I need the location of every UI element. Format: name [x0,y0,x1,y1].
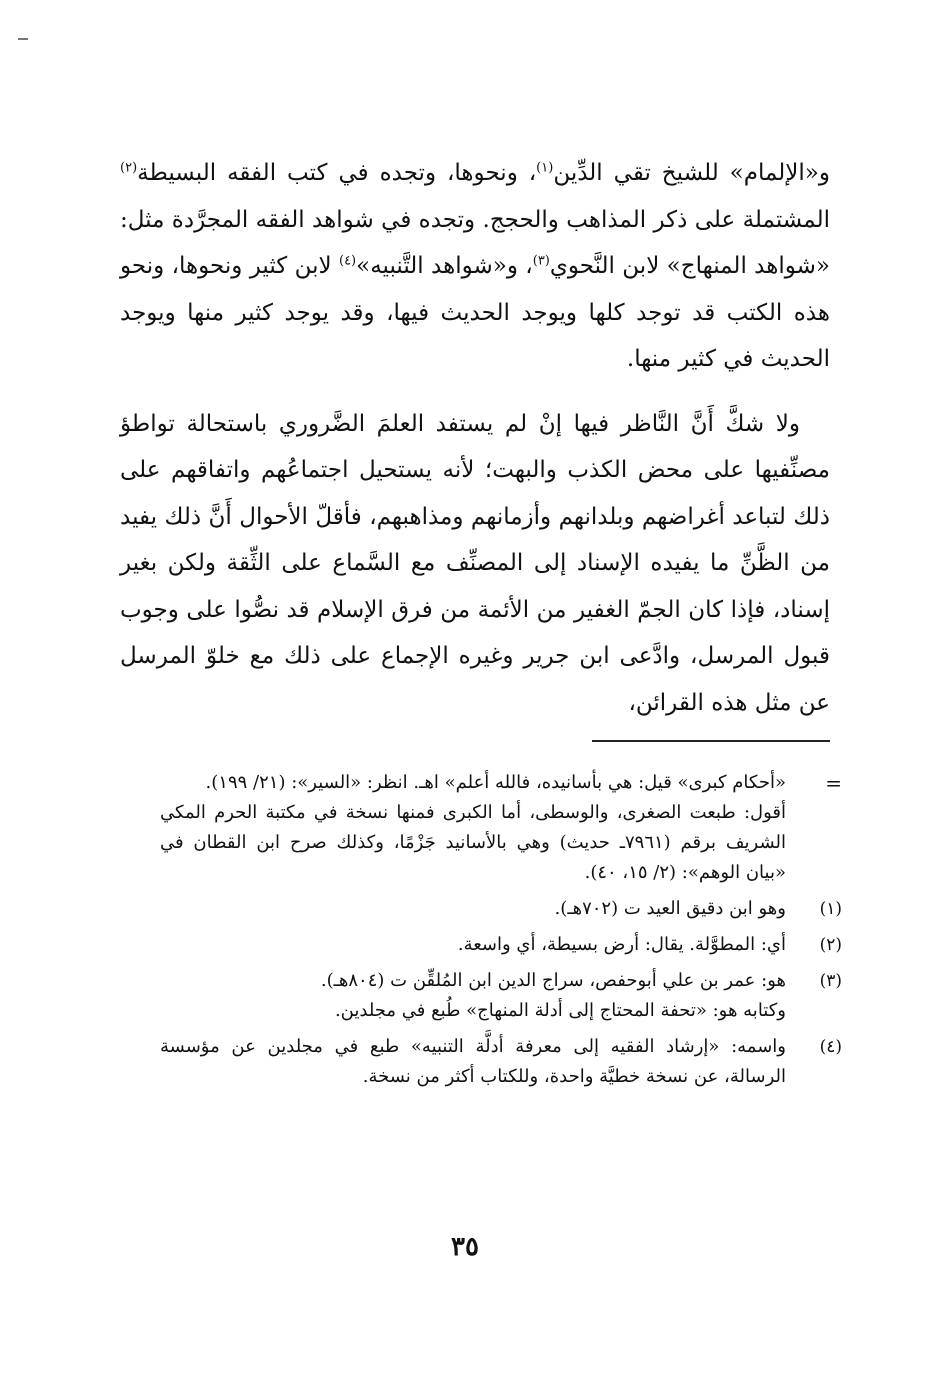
footnote-line: واسمه: «إرشاد الفقيه إلى معرفة أدلَّة التنبيه» طبع في مجلدين عن مؤسسة الرسالة، عن نسخة خطيَّة واحدة، وللكتاب أكثر من نسخة. [160,1036,786,1087]
footnotes [160,768,842,1098]
paragraph-1-part-4: ، و«شواهد التَّنبيه» [356,253,533,279]
footnote-3 [160,966,842,1026]
footnote-2 [160,930,842,960]
footnote-line: وكتابه هو: «تحفة المحتاج إلى أدلة المنهاج» طُبع في مجلدين. [334,1000,786,1021]
footnote-continued-body [160,768,786,888]
footnote-divider [592,740,830,742]
footnote-number: (١) [819,899,842,919]
footnote-continued-line: أقول: طبعت الصغرى، والوسطى، أما الكبرى فمنها نسخة في مكتبة الحرم المكي الشريف برقم (٧٩٦١ـ حديث) وهي بالأسانيد جَزْمًا، وكذلك صرح ابن القطان في «بيان الوهم»: (٢/ ١٥، ٤٠). [160,802,786,883]
paragraph-1-part-1: و«الإلمام» للشيخ تقي الدِّين [553,160,830,186]
page-number: ٣٥ [451,1232,479,1262]
footnote-1 [160,894,842,924]
footnote-line: وهو ابن دقيق العيد ت (٧٠٢هـ). [554,898,786,919]
paragraph-1-part-2: ، ونحوها، وتجده في كتب الفقه البسيطة [137,160,537,186]
footnote-continued [160,768,842,888]
footnote-4 [160,1032,842,1092]
footnote-line: أي: المطوَّلة. يقال: أرض بسيطة، أي واسعة. [457,934,786,955]
main-text [120,150,830,726]
footnote-body [160,1032,786,1092]
footnote-body [160,966,786,1026]
footnote-body [160,930,786,960]
continuation-marker: = [825,771,842,795]
footnote-ref-3[interactable]: (٣) [532,253,550,269]
footnote-continued-line: «أحكام كبرى» قيل: هي بأسانيده، فالله أعلم» اهـ. انظر: «السير»: (٢١/ ١٩٩). [205,772,786,793]
footnote-number: (٤) [819,1037,842,1057]
page-edge-mark [18,38,28,40]
paragraph-2: ولا شكَّ أَنَّ النَّاظر فيها إنْ لم يستفد العلمَ الضَّروري باستحالة تواطؤ مصنِّفيها على محض الكذب والبهت؛ لأنه يستحيل اجتماعُهم واتفاقهم على ذلك لتباعد أغراضهم وبلدانهم وأزمانهم ومذاهبهم، فأقلّ الأحوال أَنَّ ذلك يفيد من الظَّنِّ ما يفيده الإسناد إلى المصنِّف مع السَّماع على الثِّقة ولكن بغير إسناد، فإذا كان الجمّ الغفير من الأئمة من فرق الإسلام قد نصُّوا على وجوب قبول المرسل، وادَّعى ابن جرير وغيره الإجماع على ذلك مع خلوّ المرسل عن مثل هذه القرائن، [120,410,830,716]
footnote-ref-2[interactable]: (٢) [120,160,138,176]
footnote-line: هو: عمر بن علي أبوحفص، سراج الدين ابن المُلقِّن ت (٨٠٤هـ). [320,970,786,991]
paragraph-1-part-5: لابن كثير ونحوها، ونحو هذه الكتب قد توجد كلها ويوجد الحديث فيها، وقد يوجد كثير منها ويوجد الحديث في كثير منها. [120,253,830,372]
footnote-ref-1[interactable]: (١) [536,160,554,176]
paragraph-1-part-3: المشتملة على ذكر المذاهب والحجج. وتجده في شواهد الفقه المجرَّدة مثل: «شواهد المنهاج» لابن النَّحوي [120,206,830,279]
footnote-number: (٢) [819,935,842,955]
paragraph-1 [120,150,830,383]
footnote-number: (٣) [819,971,842,991]
footnote-body [160,894,786,924]
footnote-ref-4[interactable]: (٤) [338,253,357,269]
